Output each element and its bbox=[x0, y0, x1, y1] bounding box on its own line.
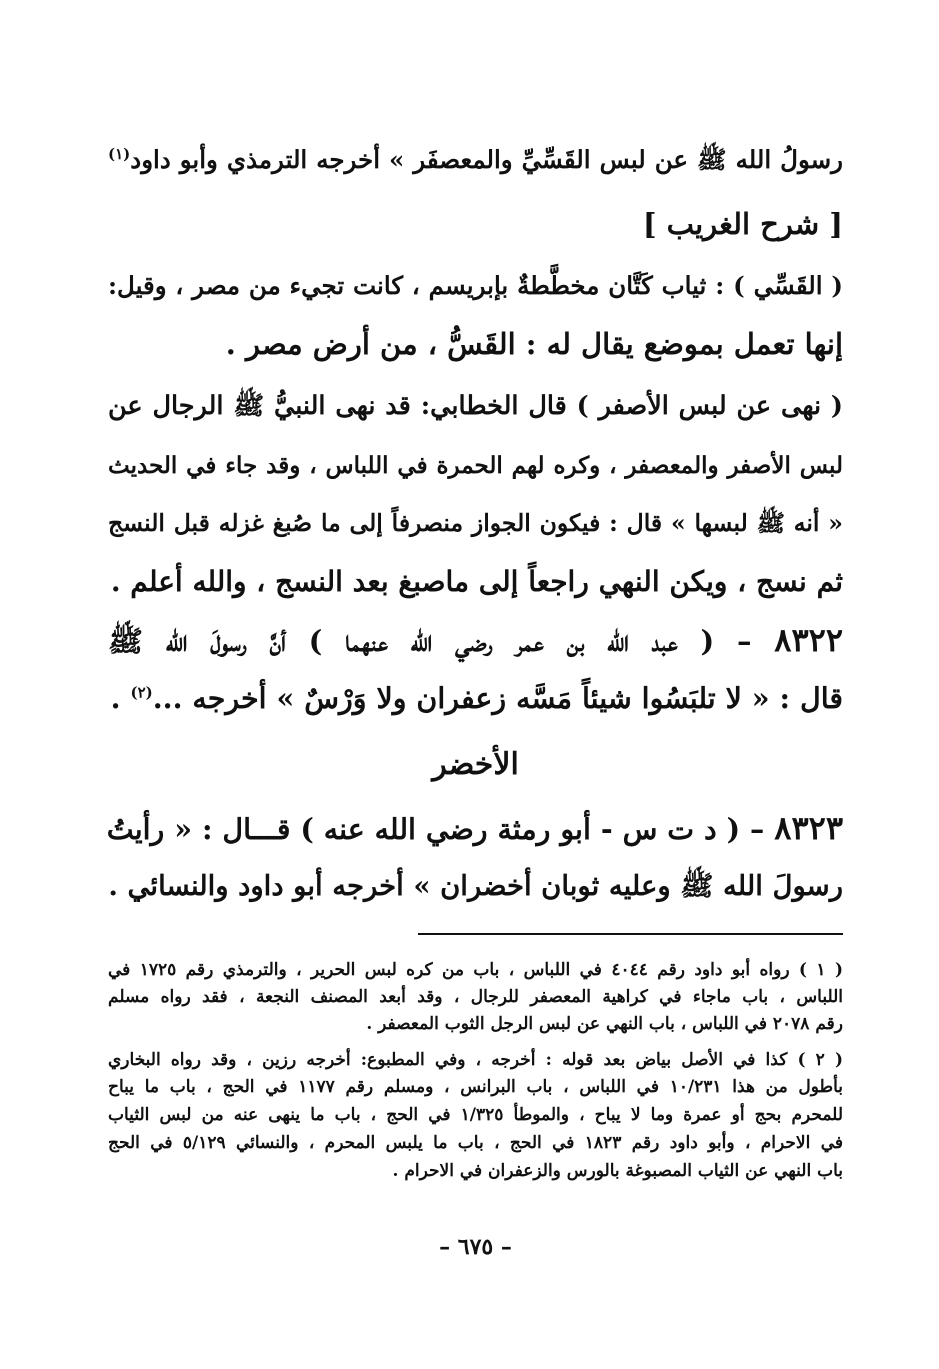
text-line-1 bbox=[108, 140, 843, 180]
footnote-2-line-5: باب النهي عن الثياب المصبوغة بالورس والزعفران في الاحرام . bbox=[392, 1161, 843, 1181]
footnote-1-line-1: ( ١ ) رواه أبو داود رقم ٤٠٤٤ في اللباس ، باب من كره لبس الحرير ، والترمذي رقم ١٧٢٥ في bbox=[108, 960, 844, 980]
page-number: – ٦٧٥ – bbox=[439, 1234, 512, 1260]
footnote-1-line-2: اللباس ، باب ماجاء في كراهية المعصفر للرجال ، وقد أبعد المصنف النجعة ، فقد رواه مسلم bbox=[108, 987, 843, 1007]
hadith-8323-line-2: رسولَ الله ﷺ وعليه ثوبان أخضران » أخرجه أبو داود والنسائي . bbox=[108, 870, 843, 902]
hadith-8323-line-1-content: – ( د ت س - أبو رمثة رضي الله عنه ) قـــال : « رأيتُ bbox=[106, 812, 765, 846]
footnote-2-line-2: بأطول من هذا ١٠/٢٣١ في اللباس ، باب البرانس ، ومسلم رقم ١١٧٧ في الحج ، باب ما يباح bbox=[108, 1077, 843, 1097]
hadith-8322-line-1-content: – ( عبد الله بن عمر رضي الله عنهما ) أنَّ رسولَ الله ﷺ bbox=[108, 624, 752, 658]
text-line-3: ( القَسِّي ) : ثياب كَتَّان مخطَّطةٌ بإبريسم ، كانت تجيء من مصر ، وقيل: bbox=[108, 271, 843, 300]
text-line-6: لبس الأصفر والمعصفر ، وكره لهم الحمرة في اللباس ، وقد جاء في الحديث bbox=[108, 452, 843, 479]
footnote-ref-2: (٢) bbox=[130, 683, 153, 702]
hadith-8322-number: ٨٣٢٢ bbox=[774, 621, 843, 659]
hadith-8322-line-1 bbox=[108, 620, 843, 661]
text-line-7: « أنه ﷺ لبسها » قال : فيكون الجواز منصرفاً إلى ما صُبغ غزله قبل النسج bbox=[108, 509, 843, 537]
footnote-ref-1: (١) bbox=[108, 144, 131, 163]
footnote-2-line-3: للمحرم بحج أو عمرة وما لا يباح ، والموطأ ١/٣٢٥ في الحج ، باب ما ينهى عنه من لبس الثياب bbox=[108, 1105, 843, 1125]
footnote-2-line-1: ( ٢ ) كذا في الأصل بياض بعد قوله : أخرجه ، وفي المطبوع: أخرجه رزين ، وقد رواه البخاري bbox=[108, 1050, 843, 1070]
hadith-8323-number: ٨٣٢٣ bbox=[774, 809, 843, 847]
gloss-heading: [ شرح الغريب ] bbox=[642, 207, 843, 241]
hadith-8323-line-1 bbox=[108, 808, 843, 849]
footnote-divider bbox=[418, 933, 843, 935]
hadith-8322-line-2 bbox=[108, 678, 843, 718]
footnote-1-line-3: رقم ٢٠٧٨ في اللباس ، باب النهي عن لبس الرجل الثوب المعصفر . bbox=[366, 1014, 843, 1034]
text-line-8: ثم نسج ، ويكن النهي راجعاً إلى ماصبغ بعد النسج ، والله أعلم . bbox=[110, 565, 843, 598]
text-line-1-content: رسولُ الله ﷺ عن لبس القَسِّيِّ والمعصفَر » أخرجه الترمذي وأبو داود bbox=[130, 145, 843, 174]
hadith-8322-line-2-content: قال : « لا تلبَسُوا شيئاً مَسَّه زعفران ولا وَرْسٌ » أخرجه ... bbox=[152, 681, 843, 715]
section-title: الأخضر bbox=[432, 747, 519, 782]
footnote-2-line-4: في الاحرام ، وأبو داود رقم ١٨٢٣ في الحج ، باب ما يلبس المحرم ، والنسائي ٥/١٢٩ في الحج bbox=[108, 1133, 843, 1153]
text-line-4: إنها تعمل بموضع يقال له : القَسُّ ، من أرض مصر . bbox=[225, 327, 843, 361]
book-page bbox=[108, 0, 843, 1369]
text-line-5: ( نهى عن لبس الأصفر ) قال الخطابي: قد نهى النبيُّ ﷺ الرجال عن bbox=[108, 391, 843, 421]
hadith-8322-end: . bbox=[110, 681, 121, 715]
